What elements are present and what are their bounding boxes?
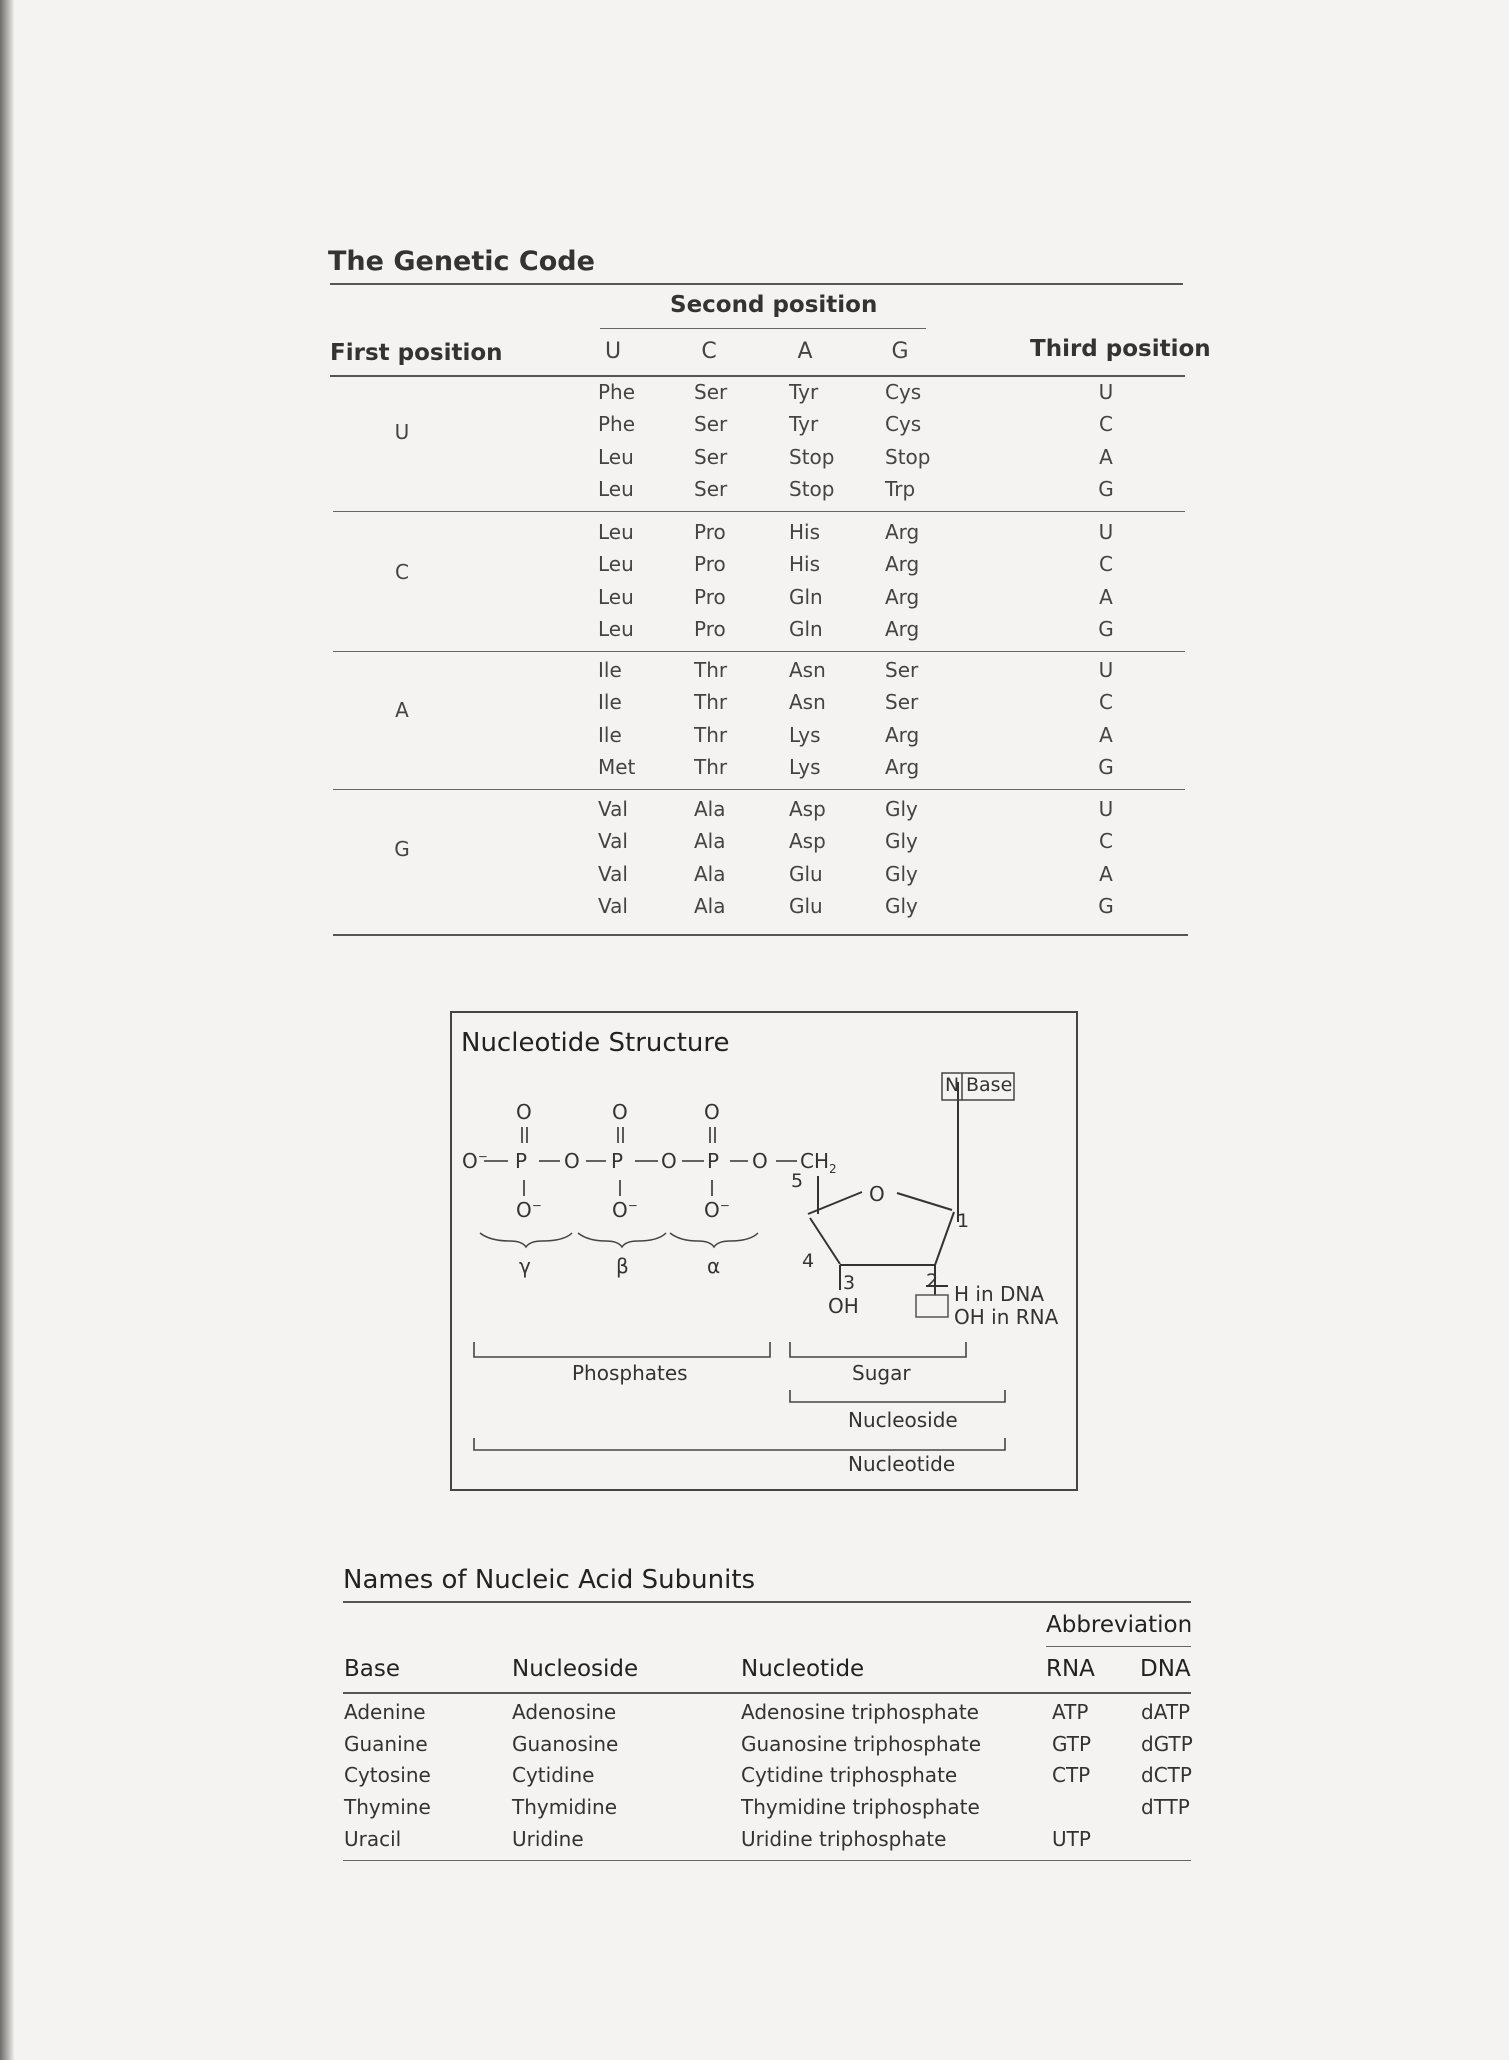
h-oh-substituent-box xyxy=(916,1295,948,1317)
oxygen-bridge-3: O xyxy=(752,1149,768,1173)
codon-cell: Arg xyxy=(885,723,920,747)
subunit-base-cell: Adenine xyxy=(344,1700,426,1724)
abbreviation-rule xyxy=(1046,1646,1191,1647)
subunit-nucleoside-cell: Cytidine xyxy=(512,1763,595,1787)
hydroxyl-3-label: OH xyxy=(828,1294,859,1318)
first-position-label: First position xyxy=(330,340,503,366)
carbon-5-label: 5 xyxy=(791,1170,804,1192)
third-position-base: U xyxy=(1098,520,1114,544)
codon-cell: Ser xyxy=(694,412,728,436)
codon-cell: Ser xyxy=(885,690,919,714)
third-position-base: U xyxy=(1098,658,1114,682)
codon-cell: Ser xyxy=(694,380,728,404)
second-base-g: G xyxy=(891,339,909,364)
header-nucleotide: Nucleotide xyxy=(741,1656,865,1682)
first-position-3: G xyxy=(394,837,410,861)
header-dna: DNA xyxy=(1140,1656,1191,1682)
third-position-base: A xyxy=(1099,585,1113,609)
base-label: Base xyxy=(966,1074,1013,1096)
codon-cell: Ile xyxy=(598,690,622,714)
subunit-nucleotide-cell: Uridine triphosphate xyxy=(741,1827,947,1851)
bracket-lines xyxy=(474,1342,1005,1450)
codon-cell: Gly xyxy=(885,829,918,853)
subunit-dna-cell: dGTP xyxy=(1141,1732,1193,1756)
subunit-nucleoside-cell: Guanosine xyxy=(512,1732,619,1756)
third-position-base: G xyxy=(1098,755,1114,779)
codon-cell: Phe xyxy=(598,380,636,404)
subunits-bottom-rule xyxy=(343,1860,1191,1861)
codon-cell: Leu xyxy=(598,477,634,501)
codon-cell: Arg xyxy=(885,755,920,779)
subunit-nucleoside-cell: Adenosine xyxy=(512,1700,617,1724)
codon-cell: Asp xyxy=(789,829,826,853)
codon-cell: Leu xyxy=(598,445,634,469)
codon-cell: Leu xyxy=(598,552,634,576)
codon-cell: Thr xyxy=(694,690,728,714)
first-position-0: U xyxy=(394,420,410,444)
codon-cell: Leu xyxy=(598,617,634,641)
ring-oxygen: O xyxy=(869,1182,885,1206)
nucleotide-title: Nucleotide Structure xyxy=(461,1028,730,1058)
third-position-base: C xyxy=(1099,829,1113,853)
alpha-label: α xyxy=(707,1254,721,1278)
phosphate-braces xyxy=(480,1233,758,1247)
codon-cell: Pro xyxy=(694,552,726,576)
double-bond-lines xyxy=(484,1127,797,1196)
carbon-3-label: 3 xyxy=(843,1272,856,1294)
oxygen-minus-alpha: O− xyxy=(704,1198,730,1222)
third-position-base: A xyxy=(1099,723,1113,747)
gamma-label: γ xyxy=(519,1254,531,1278)
codon-cell: Arg xyxy=(885,552,920,576)
subunits-title: Names of Nucleic Acid Subunits xyxy=(343,1565,756,1595)
subunit-base-cell: Uracil xyxy=(344,1827,402,1851)
second-base-c: C xyxy=(701,339,717,364)
third-position-base: A xyxy=(1099,445,1113,469)
codon-cell: Arg xyxy=(885,585,920,609)
codon-cell: Ser xyxy=(885,658,919,682)
oxygen-minus-gamma: O− xyxy=(516,1198,542,1222)
codon-cell: Ala xyxy=(694,829,726,853)
oxygen-bridge-2: O xyxy=(661,1149,677,1173)
third-position-base: U xyxy=(1098,797,1114,821)
subunit-rna-cell: ATP xyxy=(1052,1700,1089,1724)
subunits-title-rule xyxy=(343,1601,1191,1603)
subunit-rna-cell: GTP xyxy=(1052,1732,1092,1756)
oxygen-minus-beta: O− xyxy=(612,1198,638,1222)
oxygen-alpha-top: O xyxy=(704,1100,720,1124)
oxygen-beta-top: O xyxy=(612,1100,628,1124)
subunit-nucleotide-cell: Adenosine triphosphate xyxy=(741,1700,979,1724)
phosphorus-beta: P xyxy=(611,1149,624,1173)
codon-cell: Gly xyxy=(885,894,918,918)
carbon-2-label: 2 xyxy=(926,1270,939,1292)
subunit-base-cell: Guanine xyxy=(344,1732,428,1756)
codon-cell: Arg xyxy=(885,520,920,544)
codon-cell: Stop xyxy=(885,445,931,469)
codon-cell: Phe xyxy=(598,412,636,436)
codon-cell: Asn xyxy=(789,658,826,682)
codon-cell: Tyr xyxy=(789,380,819,404)
phosphorus-gamma: P xyxy=(515,1149,528,1173)
codon-cell: Ile xyxy=(598,723,622,747)
subunit-base-cell: Cytosine xyxy=(344,1763,431,1787)
subunit-nucleotide-cell: Cytidine triphosphate xyxy=(741,1763,958,1787)
codon-cell: Ala xyxy=(694,797,726,821)
codon-cell: Glu xyxy=(789,894,823,918)
header-rna: RNA xyxy=(1046,1656,1095,1682)
abbreviation-label: Abbreviation xyxy=(1046,1612,1193,1638)
second-base-a: A xyxy=(797,339,813,364)
carbon-1-label: 1 xyxy=(957,1210,970,1232)
subunit-rna-cell: CTP xyxy=(1052,1763,1091,1787)
header-nucleoside: Nucleoside xyxy=(512,1656,639,1682)
codon-cell: Stop xyxy=(789,445,835,469)
nucleoside-label: Nucleoside xyxy=(848,1408,958,1432)
phosphorus-alpha: P xyxy=(707,1149,720,1173)
nucleotide-label: Nucleotide xyxy=(848,1452,956,1476)
codon-cell: Cys xyxy=(885,412,922,436)
codon-cell: Thr xyxy=(694,658,728,682)
subunit-dna-cell: dCTP xyxy=(1141,1763,1192,1787)
third-position-label: Third position xyxy=(1030,336,1211,362)
codon-cell: Ser xyxy=(694,445,728,469)
oh-in-rna-label: OH in RNA xyxy=(954,1305,1059,1329)
codon-cell: Asn xyxy=(789,690,826,714)
third-position-base: G xyxy=(1098,477,1114,501)
codon-cell: Glu xyxy=(789,862,823,886)
codon-cell: Leu xyxy=(598,585,634,609)
codon-cell: Cys xyxy=(885,380,922,404)
codon-cell: His xyxy=(789,520,821,544)
codon-cell: Leu xyxy=(598,520,634,544)
codon-cell: Pro xyxy=(694,585,726,609)
codon-cell: Gly xyxy=(885,797,918,821)
codon-cell: Ala xyxy=(694,894,726,918)
third-position-base: A xyxy=(1099,862,1113,886)
subunit-base-cell: Thymine xyxy=(344,1795,431,1819)
ch2-group: $CH_2$ xyxy=(800,1149,837,1176)
phosphates-label: Phosphates xyxy=(572,1361,688,1385)
third-position-base: C xyxy=(1099,552,1113,576)
subunit-nucleoside-cell: Thymidine xyxy=(512,1795,617,1819)
subunit-dna-cell: dTTP xyxy=(1141,1795,1190,1819)
carbon-4-label: 4 xyxy=(802,1250,815,1272)
first-position-2: A xyxy=(395,698,409,722)
codon-cell: Gly xyxy=(885,862,918,886)
codon-cell: Thr xyxy=(694,755,728,779)
second-position-label: Second position xyxy=(670,292,878,318)
codon-cell: Val xyxy=(598,894,628,918)
codon-cell: Pro xyxy=(694,520,726,544)
base-n-label: N xyxy=(945,1074,960,1096)
codon-cell: Ile xyxy=(598,658,622,682)
codon-cell: Stop xyxy=(789,477,835,501)
codon-cell: Ala xyxy=(694,862,726,886)
third-position-base: G xyxy=(1098,894,1114,918)
third-position-base: G xyxy=(1098,617,1114,641)
codon-cell: Asp xyxy=(789,797,826,821)
third-position-base: C xyxy=(1099,412,1113,436)
codon-cell: Val xyxy=(598,829,628,853)
oxygen-bridge-1: O xyxy=(564,1149,580,1173)
oxygen-gamma-top: O xyxy=(516,1100,532,1124)
subunit-nucleoside-cell: Uridine xyxy=(512,1827,584,1851)
codon-cell: Gln xyxy=(789,585,823,609)
second-base-u: U xyxy=(604,339,622,364)
genetic-code-title: The Genetic Code xyxy=(328,246,595,277)
codon-cell: Tyr xyxy=(789,412,819,436)
sugar-bracket xyxy=(790,1342,966,1357)
third-position-base: C xyxy=(1099,690,1113,714)
h-in-dna-label: H in DNA xyxy=(954,1282,1045,1306)
codon-cell: Pro xyxy=(694,617,726,641)
codon-cell: Arg xyxy=(885,617,920,641)
third-position-base: U xyxy=(1098,380,1114,404)
nucleotide-bracket xyxy=(474,1438,1005,1450)
codon-cell: Val xyxy=(598,862,628,886)
codon-cell: Trp xyxy=(885,477,916,501)
header-base: Base xyxy=(344,1656,401,1682)
oxygen-terminal: O− xyxy=(462,1149,488,1173)
codon-cell: Thr xyxy=(694,723,728,747)
sugar-label: Sugar xyxy=(852,1361,911,1385)
subunits-header-rule xyxy=(343,1692,1191,1694)
codon-cell: Ser xyxy=(694,477,728,501)
first-position-1: C xyxy=(395,560,409,584)
subunit-dna-cell: dATP xyxy=(1141,1700,1191,1724)
codon-cell: Lys xyxy=(789,755,821,779)
nucleoside-bracket xyxy=(790,1390,1005,1402)
beta-label: β xyxy=(616,1254,629,1278)
subunit-rna-cell: UTP xyxy=(1052,1827,1091,1851)
codon-cell: Val xyxy=(598,797,628,821)
subunit-nucleotide-cell: Guanosine triphosphate xyxy=(741,1732,982,1756)
codon-cell: Gln xyxy=(789,617,823,641)
phosphates-bracket xyxy=(474,1342,770,1357)
codon-cell: Met xyxy=(598,755,636,779)
codon-cell: Lys xyxy=(789,723,821,747)
subunit-nucleotide-cell: Thymidine triphosphate xyxy=(741,1795,980,1819)
codon-cell: His xyxy=(789,552,821,576)
